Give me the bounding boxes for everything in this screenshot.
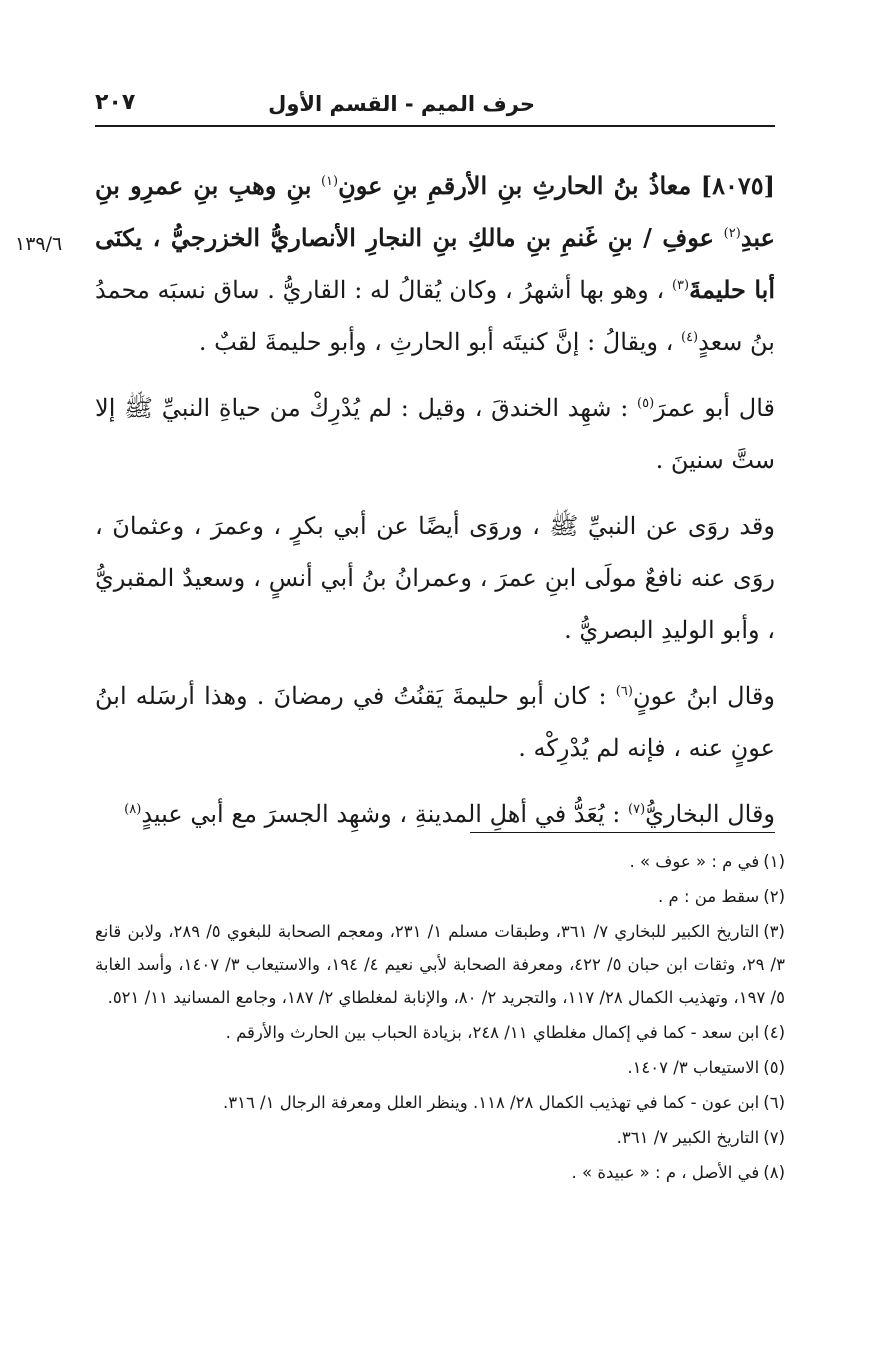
footnote	[95, 915, 785, 1014]
footnote-text: ابن عون - كما في تهذيب الكمال ٢٨/ ١١٨. وينظر العلل ومعرفة الرجال ١/ ٣١٦.	[222, 1093, 760, 1112]
footnote-number: (١)	[763, 852, 785, 871]
paragraph-ibn-awn	[95, 670, 775, 774]
footnote-list	[95, 845, 785, 1189]
footnote-text: التاريخ الكبير ٧/ ٣٦١.	[616, 1128, 760, 1147]
footnote-rule	[470, 832, 775, 833]
footnote-number: (٤)	[763, 1023, 785, 1042]
entry-number: [٨٠٧٥]	[700, 171, 775, 200]
footnote-ref-4: (٤)	[680, 330, 699, 345]
footnote-ref-6: (٦)	[615, 684, 633, 699]
footnote-ref-1: (١)	[320, 174, 339, 189]
footnote-number: (٦)	[763, 1093, 785, 1112]
footnote-text: سقط من : م .	[658, 887, 760, 906]
footnote-number: (٧)	[763, 1128, 785, 1147]
main-text	[95, 160, 775, 854]
page-number: ٢٠٧	[95, 90, 136, 115]
footnote-text: التاريخ الكبير للبخاري ٧/ ٣٦١، وطبقات مسلم ١/ ٢٣١، ومعجم الصحابة للبغوي ٥/ ٢٨٩، ولابن قانع ٣/ ٢٩، وثقات ابن حبان ٥/ ٤٢٢، ومعرفة الصحابة لأبي نعيم ٤/ ١٩٤، والاستيعاب ٣/ ١٤٠٧، وأسد الغابة ٥/ ١٩٧، وتهذيب الكمال ٢٨/ ١١٧، والتجريد ٢/ ٨٠، والإنابة لمغلطاي ٢/ ١٨٧، وجامع المسانيد ١١/ ٥٢١.	[95, 922, 785, 1007]
footnotes	[95, 845, 785, 1191]
paragraph-text: وقال البخاريُّ	[645, 800, 775, 828]
paragraph-narrations	[95, 500, 775, 656]
footnote	[95, 1121, 785, 1154]
paragraph-text: وقال ابنُ عونٍ	[632, 682, 775, 710]
paragraph-abu-umar	[95, 382, 775, 486]
footnote	[95, 845, 785, 878]
footnote	[95, 1051, 785, 1084]
entry-name-continued: بنِ وهبِ بنِ عمرِو بنِ عبدِ	[95, 171, 775, 252]
footnote-ref-8: (٨)	[124, 802, 142, 817]
footnote	[95, 880, 785, 913]
header-rule	[95, 125, 775, 127]
footnote	[95, 1016, 785, 1049]
paragraph-text: : يُعَدُّ في أهلِ المدينةِ ، وشهِد الجسرَ مع أبي عبيدٍ	[141, 800, 621, 828]
footnote-number: (٨)	[763, 1163, 785, 1182]
running-title: حرف الميم - القسم الأول	[268, 92, 535, 116]
footnote-number: (٣)	[763, 922, 785, 941]
footnote-text: في الأصل ، م : « عبيدة » .	[571, 1163, 760, 1182]
paragraph-text: وقد روَى عن النبيِّ ﷺ ، وروَى أيضًا عن أبي بكرٍ ، وعمرَ ، وعثمانَ ، روَى عنه نافعٌ مولَى ابنِ عمرَ ، وعمرانُ بنُ أبي أنسٍ ، وسعيدٌ المقبريُّ ، وأبو الوليدِ البصريُّ .	[95, 512, 775, 644]
footnote-ref-3: (٣)	[671, 278, 690, 293]
paragraph-text: قال أبو عمرَ	[654, 394, 775, 422]
paragraph-text: : شهِد الخندقَ ، وقيل : لم يُدْرِكْ من حياةِ النبيِّ ﷺ إلا ستَّ سنينَ .	[95, 394, 775, 474]
entry-paragraph	[95, 160, 775, 368]
footnote	[95, 1156, 785, 1189]
entry-text-1: ، وهو بها أشهرُ ، وكان يُقالُ له : القاريُّ . ساق نسبَه محمدُ بنُ سعدٍ	[95, 276, 775, 356]
entry-name-continued-2: عوفِ / بنِ غَنمِ بنِ مالكِ بنِ النجارِ الأنصاريُّ الخزرجيُّ ، يكنَى أبا حليمةَ	[95, 223, 775, 304]
footnote-text: في م : « عوف » .	[629, 852, 760, 871]
paragraph-text: : كان أبو حليمةَ يَقنُتُ في رمضانَ . وهذا أرسَله ابنُ عونٍ عنه ، فإنه لم يُدْرِكْه .	[95, 682, 775, 762]
footnote-ref-7: (٧)	[628, 802, 646, 817]
margin-reference: ١٣٩/٦	[15, 233, 63, 255]
footnote-ref-5: (٥)	[637, 396, 655, 411]
footnote-text: ابن سعد - كما في إكمال مغلطاي ١١/ ٢٤٨، بزيادة الحباب بين الحارث والأرقم .	[225, 1023, 760, 1042]
entry-name: معاذُ بنُ الحارثِ بنِ الأرقمِ بنِ عونِ	[338, 171, 692, 200]
footnote-number: (٢)	[763, 887, 785, 906]
footnote	[95, 1086, 785, 1119]
running-header	[95, 88, 775, 124]
footnote-ref-2: (٢)	[723, 226, 741, 241]
footnote-text: الاستيعاب ٣/ ١٤٠٧.	[627, 1058, 760, 1077]
footnote-number: (٥)	[763, 1058, 785, 1077]
entry-text-2: ، ويقالُ : إنَّ كنيتَه أبو الحارثِ ، وأبو حليمةَ لقبٌ .	[198, 328, 674, 356]
